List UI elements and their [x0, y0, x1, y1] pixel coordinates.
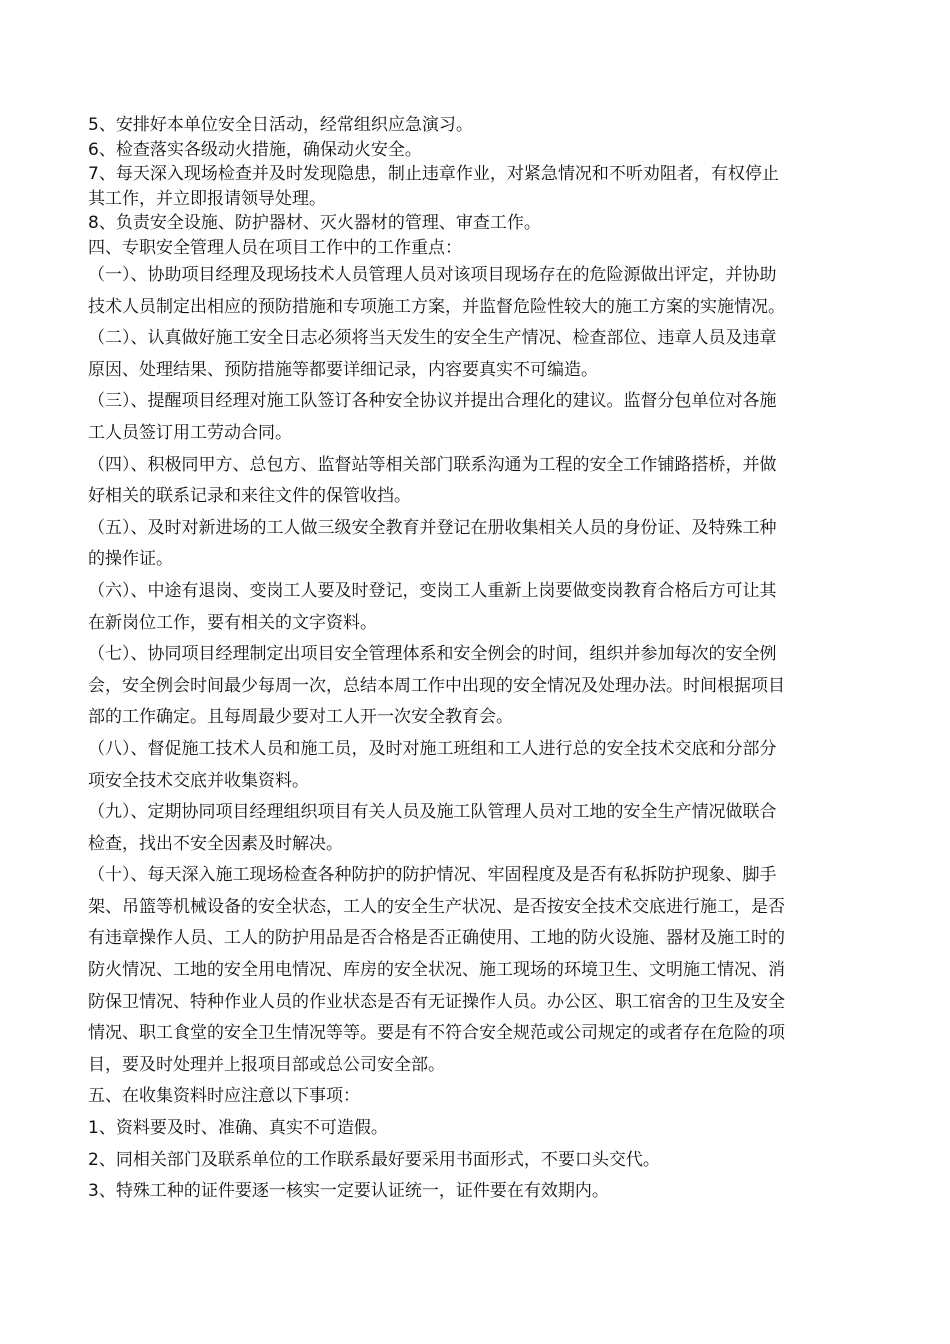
- paragraph: [88, 260, 868, 323]
- text-line: 的操作证。: [88, 549, 173, 570]
- text-line: 架、吊篮等机械设备的安全状态，工人的安全生产状况、是否按安全技术交底进行施工，是否: [88, 896, 785, 917]
- text-line: 技术人员制定出相应的预防措施和专项施工方案，并监督危险性较大的施工方案的实施情况。: [88, 296, 785, 317]
- text-line: 8、负责安全设施、防护器材、灭火器材的管理、审查工作。: [88, 213, 541, 233]
- text-line: （三）、提醒项目经理对施工队签订各种安全协议并提出合理化的建议。监督分包单位对各施: [88, 391, 777, 412]
- text-line: （一）、协助项目经理及现场技术人员管理人员对该项目现场存在的危险源做出评定，并协助: [88, 265, 777, 285]
- text-line: 有违章操作人员、工人的防护用品是否合格是否正确使用、工地的防火设施、器材及施工时的: [88, 928, 785, 949]
- paragraph: [88, 576, 868, 639]
- text-line: （七）、协同项目经理制定出项目安全管理体系和安全例会的时间，组织并参加每次的安全例: [88, 644, 777, 665]
- paragraph: [88, 386, 868, 449]
- text-line: 1、资料要及时、准确、真实不可造假。: [88, 1118, 388, 1139]
- paragraph: [88, 860, 868, 1081]
- text-line: 会，安全例会时间最少每周一次，总结本周工作中出现的安全情况及处理办法。时间根据项目: [88, 675, 785, 696]
- text-line: 防火情况、工地的安全用电情况、库房的安全状况、施工现场的环境卫生、文明施工情况、消: [88, 960, 785, 981]
- text-line: 四、专职安全管理人员在项目工作中的工作重点：: [88, 237, 462, 258]
- text-line: 3、特殊工种的证件要逐一核实一定要认证统一，证件要在有效期内。: [88, 1181, 609, 1202]
- paragraph: [88, 450, 868, 513]
- text-line: 好相关的联系记录和来往文件的保管收挡。: [88, 486, 411, 507]
- text-line: 其工作，并立即报请领导处理。: [88, 188, 326, 209]
- text-line: （九）、定期协同项目经理组织项目有关人员及施工队管理人员对工地的安全生产情况做联合: [88, 802, 777, 823]
- document-page: [88, 113, 868, 1208]
- paragraph: [88, 513, 868, 576]
- text-line: （六）、中途有退岗、变岗工人要及时登记，变岗工人重新上岗要做变岗教育合格后方可让其: [88, 580, 777, 601]
- text-line: 6、检查落实各级动火措施，确保动火安全。: [88, 139, 422, 160]
- paragraph: [88, 797, 868, 860]
- text-line: 部的工作确定。且每周最少要对工人开一次安全教育会。: [88, 707, 513, 728]
- paragraph: [88, 1176, 868, 1208]
- section-heading: [88, 1081, 868, 1113]
- paragraph: [88, 1145, 868, 1177]
- text-line: 在新岗位工作，要有相关的文字资料。: [88, 612, 377, 633]
- paragraph: [88, 138, 868, 163]
- text-line: 防保卫情况、特种作业人员的作业状态是否有无证操作人员。办公区、职工宿舍的卫生及安全: [88, 991, 785, 1012]
- paragraph: [88, 113, 868, 138]
- text-line: （十）、每天深入施工现场检查各种防护的防护情况、牢固程度及是否有私拆防护现象、脚手: [88, 865, 777, 886]
- text-line: （四）、积极同甲方、总包方、监督站等相关部门联系沟通为工程的安全工作铺路搭桥，并做: [88, 454, 777, 475]
- paragraph: [88, 211, 868, 236]
- text-line: （五）、及时对新进场的工人做三级安全教育并登记在册收集相关人员的身份证、及特殊工种: [88, 517, 777, 538]
- text-line: 5、安排好本单位安全日活动，经常组织应急演习。: [88, 115, 473, 135]
- paragraph: [88, 323, 868, 386]
- text-line: 原因、处理结果、预防措施等都要详细记录，内容要真实不可编造。: [88, 359, 598, 380]
- text-line: 工人员签订用工劳动合同。: [88, 422, 292, 443]
- paragraph: [88, 639, 868, 734]
- text-line: 7、每天深入现场检查并及时发现隐患，制止违章作业，对紧急情况和不听劝阻者，有权停止: [88, 164, 779, 184]
- text-line: 2、同相关部门及联系单位的工作联系最好要采用书面形式，不要口头交代。: [88, 1149, 660, 1170]
- text-line: 五、在收集资料时应注意以下事项：: [88, 1086, 360, 1107]
- text-line: 情况、职工食堂的安全卫生情况等等。要是有不符合安全规范或公司规定的或者存在危险的项: [88, 1023, 785, 1044]
- text-line: （二）、认真做好施工安全日志必须将当天发生的安全生产情况、检查部位、违章人员及违章: [88, 328, 777, 349]
- paragraph: [88, 162, 868, 211]
- text-line: （八）、督促施工技术人员和施工员，及时对施工班组和工人进行总的安全技术交底和分部分: [88, 738, 777, 759]
- paragraph: [88, 734, 868, 797]
- text-line: 目，要及时处理并上报项目部或总公司安全部。: [88, 1054, 445, 1075]
- section-heading: [88, 236, 868, 261]
- text-line: 项安全技术交底并收集资料。: [88, 770, 309, 791]
- text-line: 检查，找出不安全因素及时解决。: [88, 833, 343, 854]
- paragraph: [88, 1113, 868, 1145]
